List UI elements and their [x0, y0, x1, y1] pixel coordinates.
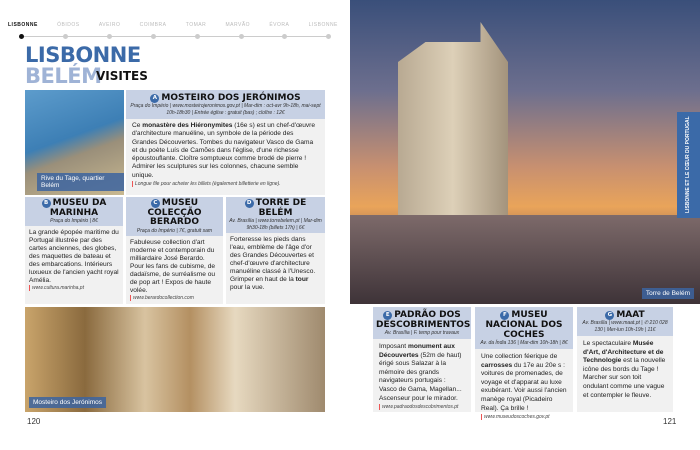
tower-shape — [398, 22, 508, 222]
badge-e: E — [383, 311, 392, 320]
photo-caption: Rive du Tage, quartier Belém — [37, 173, 124, 191]
entry-text: est la nouvelle icône des bords du Tage ! Marcher sur son toit ondulant comme une vague et contempler le fleuve. — [583, 357, 666, 399]
page-title: LISBONNE — [25, 43, 141, 67]
badge-c: C — [151, 199, 160, 208]
entry-highlight: monument aux Découvertes — [379, 343, 455, 359]
entry-info: Av. Brasília | www.torrebelem.pt | Mar-dim 9h30-18h (billets 17h) | 6€ — [229, 218, 322, 231]
entry-text: Imposant — [379, 343, 408, 350]
badge-g: G — [605, 311, 614, 320]
photo-caption: Mosteiro dos Jerónimos — [29, 397, 106, 408]
entry-title: MOSTEIRO DOS JERÓNIMOS — [161, 93, 301, 103]
badge-d: D — [245, 199, 254, 208]
nav-dot — [63, 34, 68, 39]
itinerary-nav — [8, 22, 338, 28]
entry-info: Praça do Império | 7€, gratuit sam — [136, 227, 213, 234]
page-number: 120 — [27, 417, 41, 426]
nav-item[interactable]: TOMAR — [185, 22, 207, 28]
entry-title: MUSEU DA MARINHA — [49, 198, 107, 218]
nav-dot-active — [19, 34, 24, 39]
entry-note: Longue file pour acheter les billets (également billetterie en ligne). — [132, 181, 319, 187]
nav-dot — [326, 34, 331, 39]
photo-belem-riverside — [25, 90, 124, 195]
entry-link[interactable]: www.berardocollection.com — [130, 295, 219, 301]
entry-text: du 17e au 20e s : voitures de promenades, de voyage et d'apparat au luxe exubérant. Voir aussi l'ancien manège royal (Picadeiro Real). Ça brille ! — [481, 361, 567, 412]
entry-title: MUSEU NACIONAL DOS COCHES — [485, 310, 563, 340]
entry-text: Forteresse les pieds dans l'eau, emblème de l'âge d'or des Grandes Découvertes et chef-d'œuvre d'architecture manuéline classé à l'Unesco. Grimper en haut de la — [230, 236, 316, 283]
page-subtitle: BELÉM — [25, 64, 102, 88]
badge-f: F — [500, 311, 509, 320]
entry-text: Le spectaculaire — [583, 340, 633, 347]
entry-text: La grande épopée maritime du Portugal illustrée par des cartes anciennes, des globes, des maquettes de bateau et des embarcations. Intérieurs luxueux de l'ancien yacht royal Amélia. — [29, 229, 119, 284]
entry-link[interactable]: www.museudoscoches.gov.pt — [481, 414, 567, 420]
entry-text: Fabuleuse collection d'art moderne et contemporain du milliardaire José Berardo. Pour les fans de cubisme, de dadaïsme, de surréalisme ou de pop art ! Expos de haute volée. — [130, 238, 216, 294]
nav-item[interactable]: MARVÃO — [225, 22, 251, 28]
section-label: VISITES — [96, 69, 148, 83]
nav-item[interactable]: LISBONNE — [308, 22, 338, 28]
entry-title: MUSEU COLECÇÃO BERARDO — [147, 198, 202, 227]
entry-text: (16e s) est un chef-d'œuvre d'architecture manuéline, un symbole de la période des Grandes Découvertes. Tombes du navigateur Vasco de Gama et du poète Luís de Camões dans l'église, d'une richesse époustouflante. Cloître somptueux comme brodé de pierre ! Admirer les sculptures sur les colonnes, chacune semble unique. — [132, 122, 316, 179]
entry-title: TORRE DE BELÉM — [255, 198, 307, 218]
nav-dot — [151, 34, 156, 39]
entry-text: pour la vue. — [230, 284, 265, 291]
page-number: 121 — [663, 417, 677, 426]
entry-title: PADRÃO DOS DESCOBRIMENTOS — [376, 310, 471, 330]
entry-info: Av. da Índia 136 | Mar-dim 10h-18h | 8€ — [480, 340, 568, 346]
nav-dot — [282, 34, 287, 39]
nav-item[interactable]: LISBONNE — [8, 22, 38, 28]
entry-text: Ce — [132, 122, 143, 129]
entry-text: Une collection féerique de — [481, 353, 558, 360]
entry-link[interactable]: www.padraodosdescobrimentos.pt — [379, 404, 465, 410]
entry-highlight: tour — [295, 276, 309, 283]
nav-dot — [195, 34, 200, 39]
entry-coches — [475, 307, 573, 421]
photo-jeronimos-cloister — [25, 307, 325, 412]
entry-highlight: monastère des Hiéronymites — [142, 122, 233, 129]
entry-text: (52m de haut) érigé sous Salazar à la mémoire des grands navigateurs portugais : Vasco de Gama, Magellan... Ascenseur pour le mirador. — [379, 351, 462, 402]
entry-maat — [577, 307, 673, 412]
entry-title: MAAT — [616, 310, 645, 320]
nav-item[interactable]: COIMBRA — [139, 22, 167, 28]
nav-item[interactable]: ÓBIDOS — [57, 22, 80, 28]
entry-mosteiro — [126, 90, 325, 195]
entry-highlight: carrosses — [481, 361, 513, 369]
nav-dot — [107, 34, 112, 39]
nav-item[interactable]: AVEIRO — [98, 22, 121, 28]
entry-berardo — [126, 197, 223, 304]
chapter-tab[interactable]: LISBONNE ET LE CŒUR DU PORTUGAL — [677, 112, 700, 218]
badge-a: A — [150, 94, 159, 103]
entry-link[interactable]: www.cultura.marinha.pt — [29, 285, 119, 291]
entry-highlight: Musée d'Art, d'Architecture et de Technologie — [583, 340, 664, 365]
badge-b: B — [42, 199, 51, 208]
entry-torre — [226, 197, 325, 304]
entry-info: Av. Brasília | www.maat.pt | ✆ 210 028 130 | Mer-lun 10h-19h | 11€ — [582, 320, 668, 333]
entry-info: Praça do Império | 8€ — [50, 218, 98, 224]
nav-item[interactable]: ÉVORA — [269, 22, 290, 28]
nav-dot — [239, 34, 244, 39]
entry-museu-marinha — [25, 197, 123, 304]
photo-torre-de-belem — [350, 0, 700, 304]
entry-info: Praça do Império | www.mosteirojeronimos.gov.pt | Mar-dim : oct-avr 9h-18h, mai-sept 10h-18h30 | Entrée église : gratuit (bas) ; cloître : 12€ — [130, 103, 321, 116]
entry-padrao — [373, 307, 471, 412]
photo-caption: Torre de Belém — [642, 288, 694, 299]
entry-info: Av. Brasília | F. temp pour travaux — [384, 330, 460, 336]
